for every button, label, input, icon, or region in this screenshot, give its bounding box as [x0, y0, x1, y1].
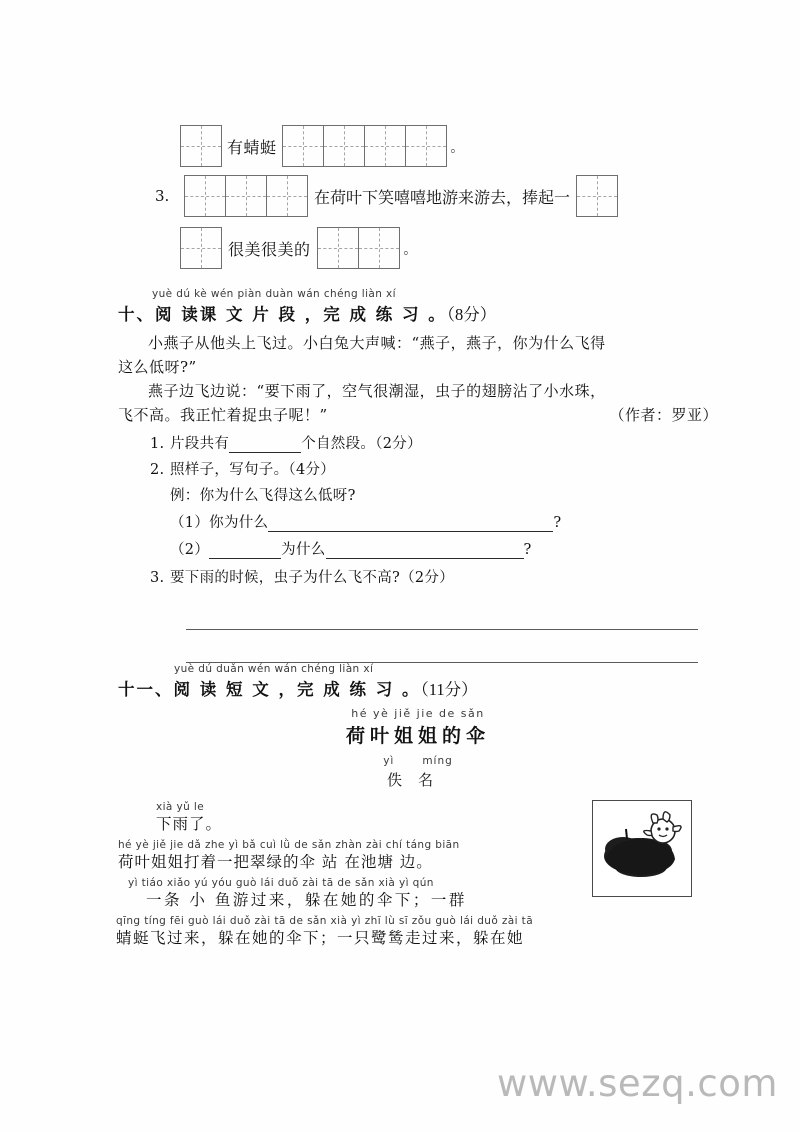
passage-author-block — [118, 755, 718, 790]
passage-py-line-4 — [116, 915, 718, 948]
passage-line: 燕子边飞边说：“要下雨了，空气很潮湿，虫子的翅膀沾了小水珠， — [148, 382, 606, 400]
section-ten-heading — [118, 301, 718, 325]
fill-in-row-2-text: 在荷叶下笑嘻嘻地游来游去，捧起一 — [314, 187, 571, 207]
sub-2-blank-a[interactable] — [209, 543, 281, 559]
passage-line: 这么低呀?” — [118, 358, 197, 376]
question-2-sub-2 — [150, 538, 718, 559]
grid-cell[interactable] — [358, 227, 400, 269]
grid-cell[interactable] — [576, 175, 618, 217]
question-2-example: 例：你为什么飞得这么低呀? — [170, 488, 356, 504]
question-1-points: （2分） — [375, 436, 422, 452]
grid-cell[interactable] — [266, 175, 308, 217]
fill-in-row-1-punct: 。 — [450, 140, 464, 156]
section-eleven-pinyin: yuè dú duǎn wén wán chéng liàn xí — [174, 663, 374, 675]
grid-cell[interactable] — [364, 125, 406, 167]
question-3-text: 要下雨的时候，虫子为什么飞不高? — [170, 570, 401, 586]
sub-2-blank-b[interactable] — [326, 543, 524, 559]
question-1 — [150, 432, 718, 453]
grid-cell[interactable] — [225, 175, 267, 217]
question-1-text-before: 片段共有 — [170, 436, 230, 452]
py-line-1-pinyin: xià yǔ le — [156, 801, 205, 813]
py-line-3-pinyin: yì tiáo xiǎo yú yóu guò lái duǒ zài tā de sǎn xià yì qún — [128, 877, 434, 889]
lotus-leaf-cartoon-illustration — [592, 800, 692, 897]
fill-in-exercise-block — [155, 125, 775, 277]
question-2-text: 照样子，写句子。 — [170, 462, 289, 478]
grid-cell[interactable] — [405, 125, 447, 167]
question-2 — [150, 458, 718, 479]
passage-author-pinyin — [118, 755, 718, 767]
passage-line: 飞不高。我正忙着捉虫子呢！” — [118, 406, 328, 424]
sub-1-blank[interactable] — [268, 516, 553, 532]
py-line-4-pinyin: qīng tíng fēi guò lái duǒ zài tā de sǎn xià yì zhī lù sī zǒu guò lái duǒ zài tā — [116, 915, 534, 927]
section-ten-heading-text: 十、阅 读课 文 片 段 ，完 成 练 习 。 — [118, 305, 447, 324]
section-ten-questions — [118, 432, 718, 587]
fill-in-row-3 — [155, 227, 775, 277]
fill-in-row-1-text: 有蜻蜓 — [227, 137, 277, 157]
sub-2-label: （2） — [170, 542, 210, 558]
py-line-3-hanzi: 一条 小 鱼游过来，躲在她的伞下；一群 — [128, 891, 467, 909]
sub-2-tail: ? — [523, 542, 532, 558]
section-eleven-points: （11分） — [420, 680, 478, 699]
fill-in-row-3-text: 很美很美的 — [228, 239, 311, 259]
grid-cell[interactable] — [317, 227, 359, 269]
question-3-points: （2分） — [400, 570, 455, 586]
passage-author: 佚名 — [386, 771, 449, 789]
passage-title-pinyin: hé yè jiě jie de sǎn — [351, 707, 485, 720]
py-line-2-pinyin: hé yè jiě jie dǎ zhe yì bǎ cuì lǜ de sǎn zhàn zài chí táng biān — [118, 839, 460, 851]
answer-grid-before-1[interactable] — [180, 125, 222, 167]
sub-1-tail: ? — [553, 515, 562, 531]
grid-cell[interactable] — [180, 227, 222, 269]
question-1-text-after: 个自然段。 — [301, 436, 376, 452]
answer-line-1[interactable] — [186, 629, 698, 630]
grid-cell[interactable] — [282, 125, 324, 167]
section-eleven-heading — [118, 676, 718, 700]
sub-2-mid: 为什么 — [281, 542, 326, 558]
site-watermark: www.sezq.com — [497, 1062, 778, 1105]
author-pinyin-yi: yì — [383, 755, 395, 767]
section-eleven-heading-text: 十一、阅 读 短 文 ，完 成 练 习 。 — [118, 680, 421, 699]
answer-grid-after-3[interactable] — [317, 227, 400, 269]
answer-grid-after-2[interactable] — [576, 175, 618, 217]
question-3 — [150, 566, 718, 587]
passage-title-block — [118, 707, 718, 748]
answer-grid-after-1[interactable] — [282, 125, 447, 167]
question-1-blank[interactable] — [229, 437, 301, 453]
py-line-1-hanzi: 下雨了。 — [156, 815, 223, 833]
fill-in-item-number: 3. — [155, 187, 170, 205]
passage-line: 小燕子从他头上飞过。小白兔大声喊：“燕子，燕子，你为什么飞得 — [148, 334, 606, 352]
question-1-number: 1. — [150, 436, 165, 452]
section-ten-pinyin: yuè dú kè wén piàn duàn wán chéng liàn xí — [152, 288, 396, 300]
illustration-svg — [593, 801, 691, 896]
grid-cell[interactable] — [323, 125, 365, 167]
question-2-number: 2. — [150, 462, 165, 478]
grid-cell[interactable] — [180, 125, 222, 167]
section-ten-points: （8分） — [446, 305, 497, 324]
py-line-2-hanzi: 荷叶姐姐打着一把翠绿的伞 站 在池塘 边。 — [118, 853, 433, 871]
passage-attribution: （作者：罗亚） — [609, 406, 718, 424]
question-3-number: 3. — [150, 570, 165, 586]
py-line-4-hanzi: 蜻蜓飞过来，躲在她的伞下；一只鹭鸶走过来，躲在她 — [116, 929, 525, 947]
section-ten-passage — [118, 332, 718, 424]
fill-in-row-3-punct: 。 — [403, 242, 417, 258]
grid-cell[interactable] — [184, 175, 226, 217]
fill-in-row-1 — [155, 125, 775, 175]
answer-grid-before-2[interactable] — [184, 175, 308, 217]
sub-1-label: （1） — [170, 515, 210, 531]
answer-grid-before-3[interactable] — [180, 227, 222, 269]
fill-in-row-2 — [155, 175, 775, 227]
author-pinyin-ming: míng — [422, 755, 453, 767]
question-2-points: （4分） — [288, 462, 336, 478]
sub-1-lead: 你为什么 — [209, 515, 269, 531]
passage-title: 荷叶姐姐的伞 — [345, 725, 490, 747]
passage-last-line-row — [118, 404, 718, 424]
section-ten — [118, 288, 718, 587]
question-2-sub-1 — [150, 511, 718, 532]
